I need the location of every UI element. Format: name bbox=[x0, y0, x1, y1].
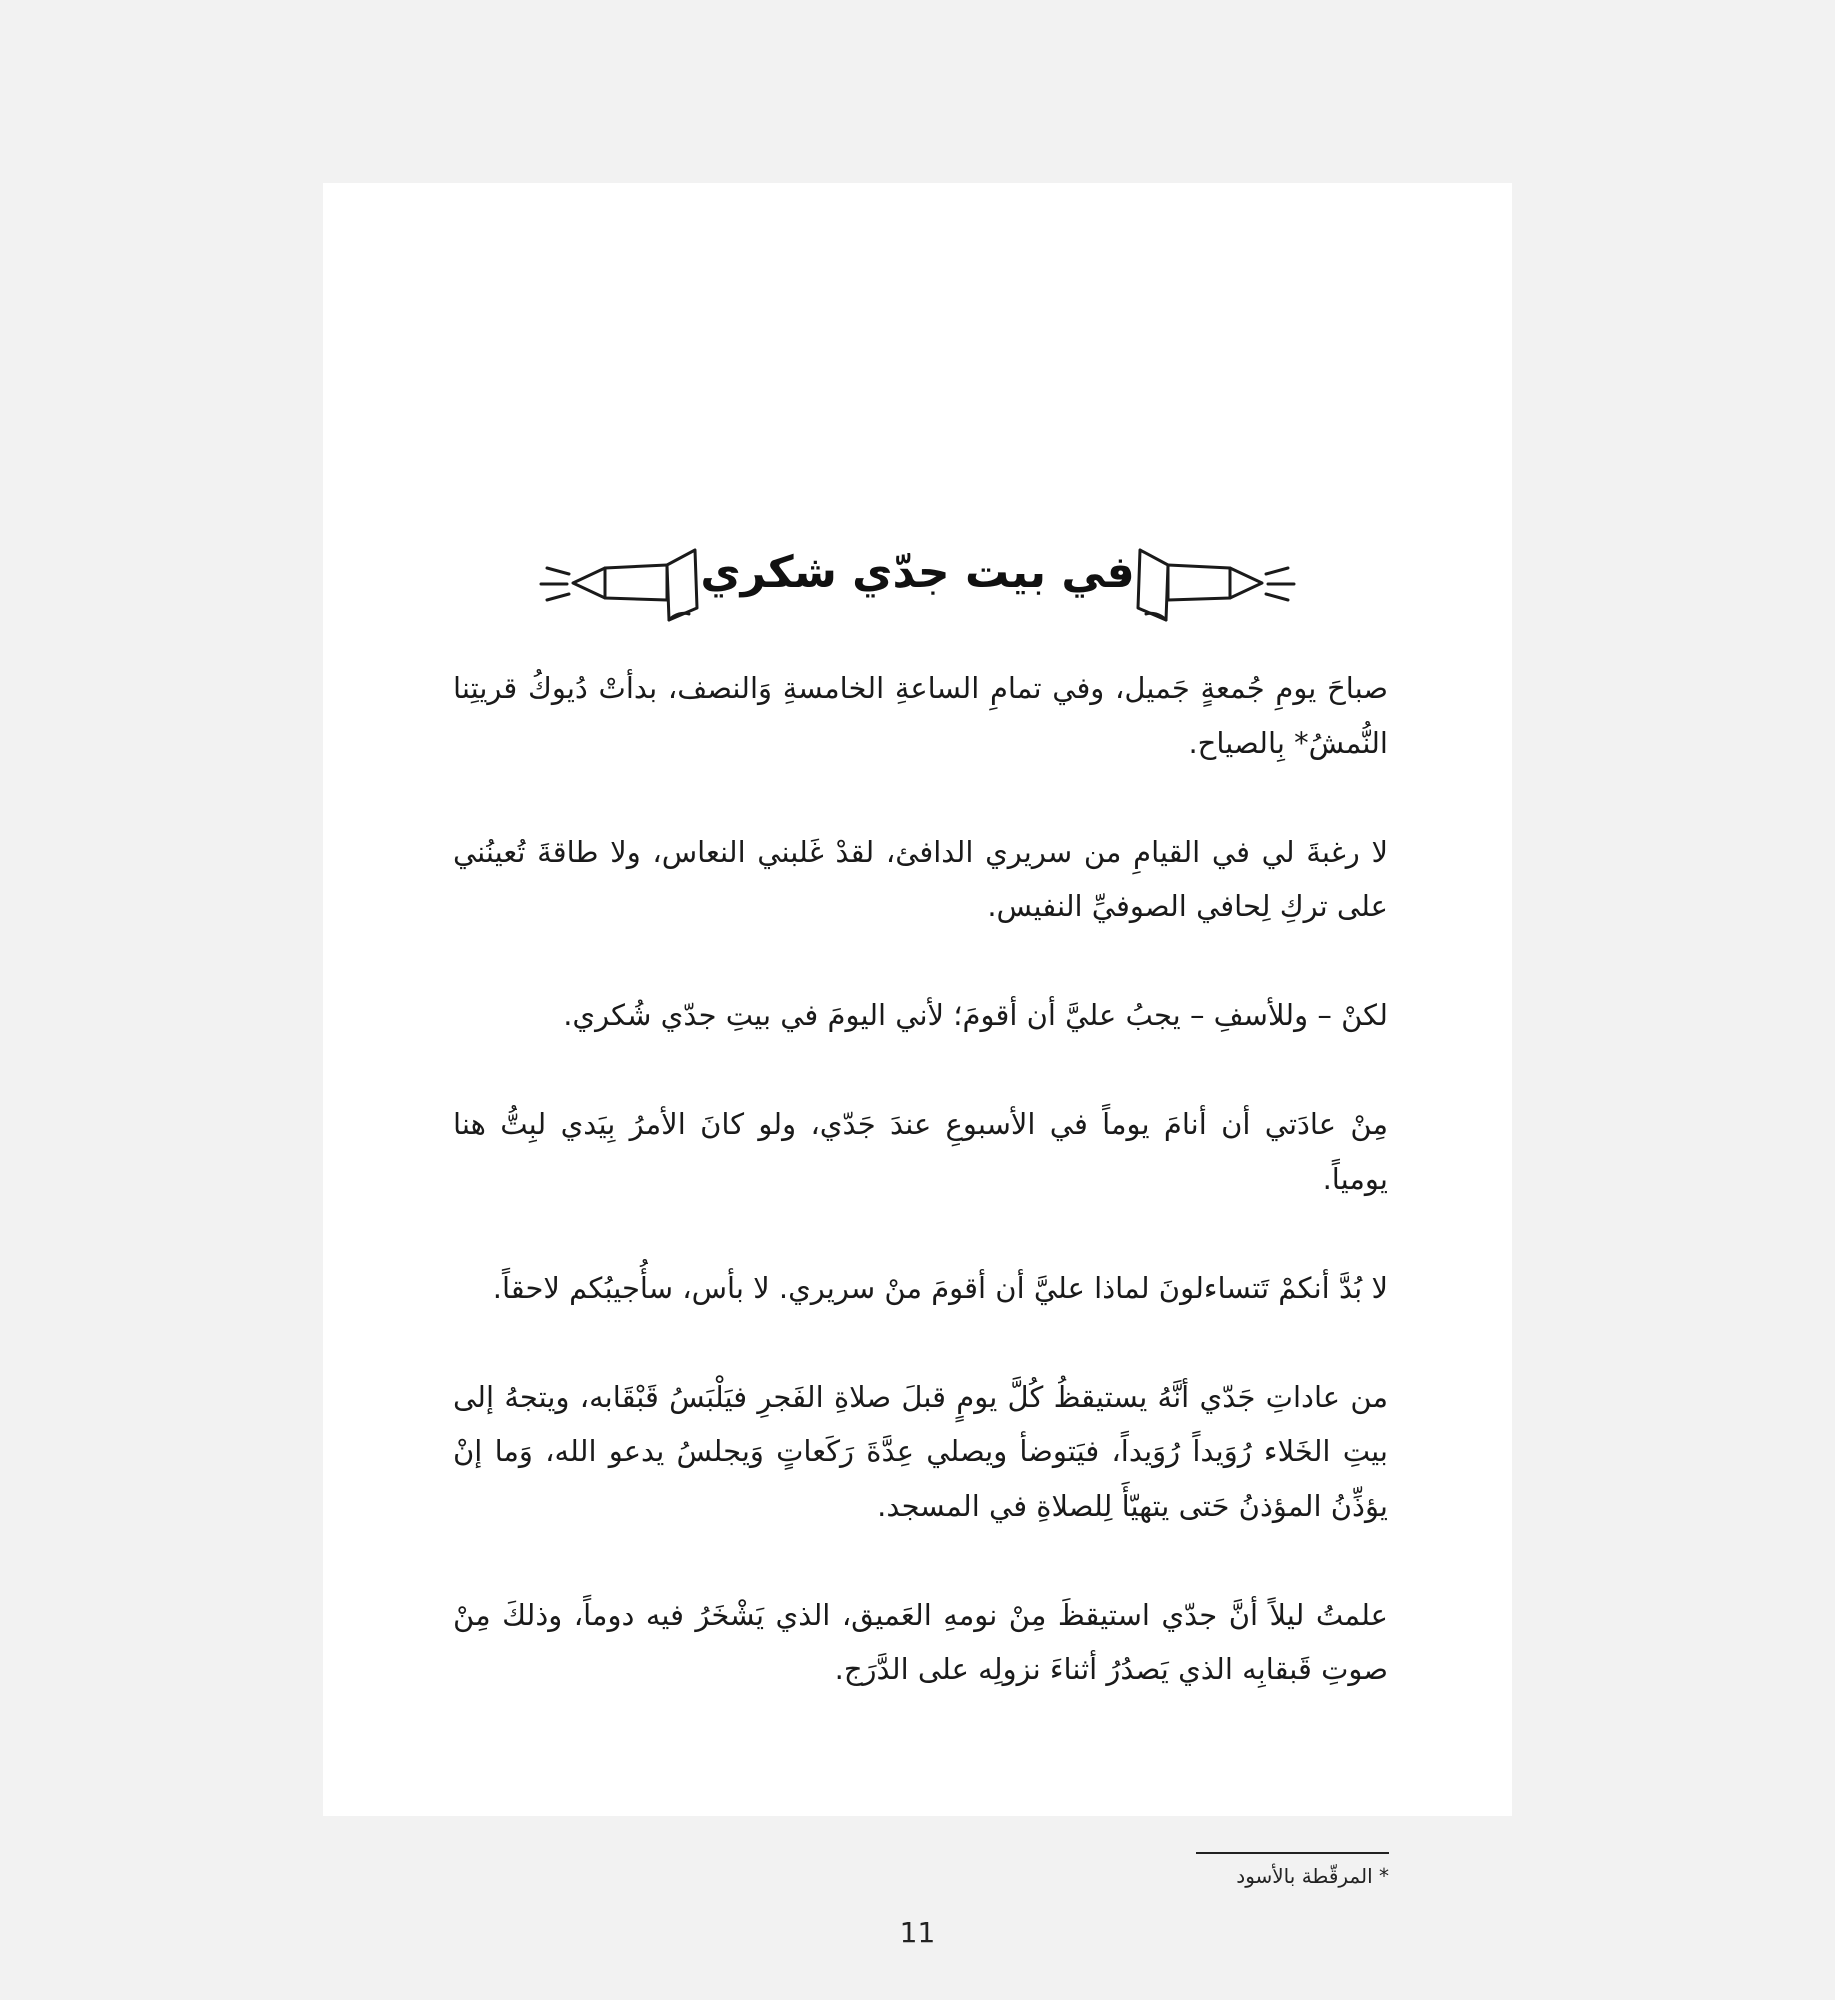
paragraph: صباحَ يومِ جُمعةٍ جَميل، وفي تمامِ الساعةِ الخامسةِ وَالنصف، بدأتْ دُيوكُ قريتِنا النُّمشُ* بِالصياح. bbox=[453, 671, 1388, 760]
paragraph: لا رغبةَ لي في القيامِ من سريري الدافئ، لقدْ غَلبني النعاس، ولا طاقةَ تُعينُني على تركِ لِحافي الصوفيِّ النفيس. bbox=[453, 834, 1388, 923]
book-page bbox=[323, 183, 1512, 1949]
paragraph: علمتُ ليلاً أنَّ جدّي استيقظَ مِنْ نومهِ العَميق، الذي يَشْخَرُ فيه دوماً، وذلكَ مِنْ صوتِ قَبقابِه الذي يَصدُرُ أثناءَ نزولِه على الدَّرَج. bbox=[453, 1597, 1388, 1686]
page-number: 11 bbox=[899, 1916, 936, 1949]
body-text bbox=[453, 661, 1388, 1751]
chapter-heading bbox=[323, 528, 1512, 638]
paragraph: لا بُدَّ أنكمْ تَتساءلونَ لماذا عليَّ أن أقومَ منْ سريري. لا بأس، سأُجيبُكم لاحقاً. bbox=[492, 1270, 1388, 1305]
paragraph: مِنْ عادَتي أن أنامَ يوماً في الأسبوعِ عندَ جَدّي، ولو كانَ الأمرُ بِيَدي لبِتُّ هنا يومياً. bbox=[453, 1107, 1388, 1196]
paragraph: لكنْ – وللأسفِ – يجبُ عليَّ أن أقومَ؛ لأني اليومَ في بيتِ جدّي شُكري. bbox=[563, 998, 1388, 1032]
paragraph: من عاداتِ جَدّي أنَّهُ يستيقظُ كُلَّ يومٍ قبلَ صلاةِ الفَجرِ فيَلْبَسُ قَبْقَابه، ويتجهُ إلى بيتِ الخَلاء رُوَيداً رُوَيداً، فيَتوضأ ويصلي عِدَّةَ رَكَعاتٍ وَيجلسُ يدعو الله، وَما إنْ يؤذِّنُ المؤذنُ حَتى يتهيّأَ لِلصلاةِ في المسجد. bbox=[453, 1379, 1388, 1523]
chapter-title: في بيت جدّي شكري bbox=[700, 547, 1135, 598]
footnote-divider bbox=[1196, 1852, 1389, 1854]
footnote: * المرقّطة بالأسود bbox=[1236, 1864, 1389, 1888]
